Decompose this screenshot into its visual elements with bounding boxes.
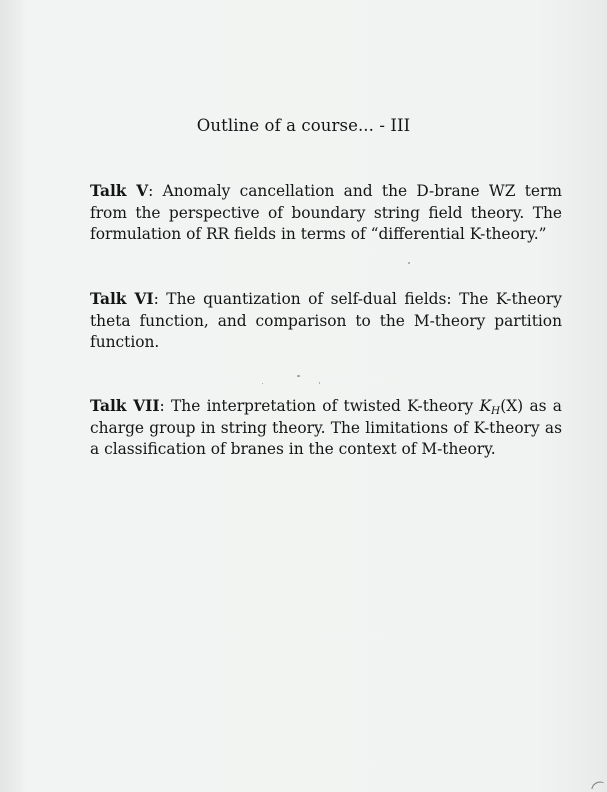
scan-speck: [297, 375, 300, 377]
scan-speck: [262, 383, 263, 384]
page-title: Outline of a course... - III: [196, 116, 411, 135]
page-corner-curl: [591, 780, 603, 791]
math-subscript: H: [491, 405, 501, 417]
talk-vii-text-before: : The interpretation of twisted K-theory: [159, 397, 480, 415]
math-argument: (X): [500, 397, 524, 415]
talk-v-label: Talk V: [90, 182, 149, 200]
talk-v-text: : Anomaly cancellation and the D-brane WZ term from the perspective of boundary string field theory. The formulation of RR fields in terms of “differential K-theory.”: [90, 182, 562, 243]
scan-speck: [319, 382, 320, 384]
scan-speck: [408, 262, 410, 264]
talk-vii-label: Talk VII: [90, 397, 160, 415]
math-base: K: [479, 397, 492, 415]
talk-v-paragraph: [90, 181, 562, 246]
talk-vi-paragraph: [90, 289, 562, 354]
talk-vii-paragraph: [90, 396, 562, 461]
talk-vii-text-after: as a charge group in string theory. The limitations of K-theory as a classification of branes in the context of M-theory.: [90, 397, 562, 458]
talk-vi-text: : The quantization of self-dual fields: The K-theory theta function, and comparison to the M-theory partition function.: [90, 290, 562, 351]
talk-vi-label: Talk VI: [90, 290, 154, 308]
twisted-k-theory-math: [480, 397, 524, 415]
